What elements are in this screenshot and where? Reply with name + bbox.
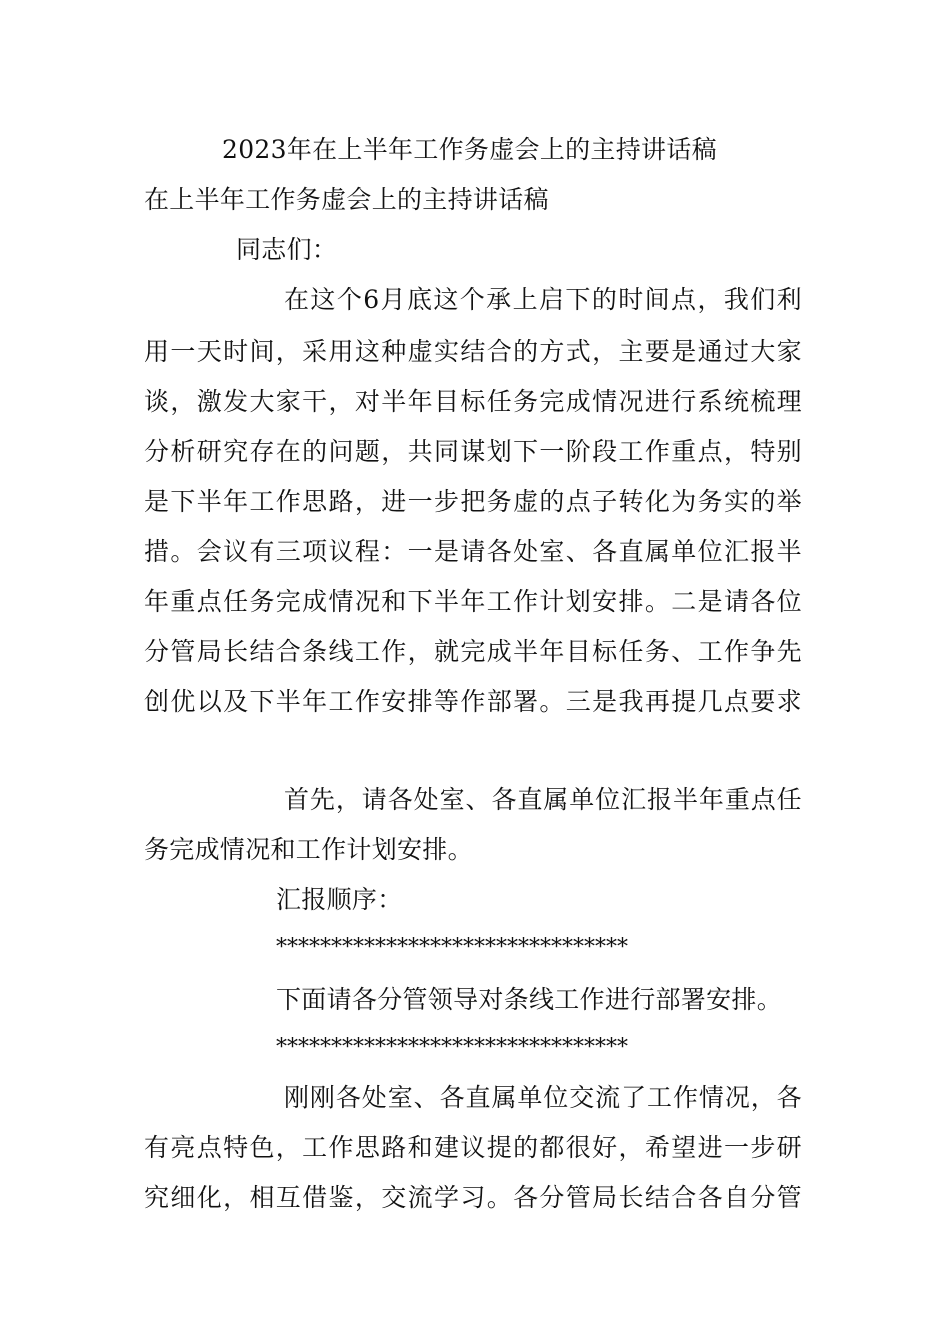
para1-line-6: 措。会议有三项议程：一是请各处室、各直属单位汇报半 <box>144 537 802 566</box>
para1-line-2: 用一天时间，采用这种虚实结合的方式，主要是通过大家 <box>144 337 802 366</box>
separator-1: ******************************** <box>276 935 628 960</box>
para1-line-4: 分析研究存在的问题，共同谋划下一阶段工作重点，特别 <box>144 437 802 466</box>
para1-line-3: 谈，激发大家干，对半年目标任务完成情况进行系统梳理 <box>144 387 802 416</box>
document-title: 2023年在上半年工作务虚会上的主持讲话稿 <box>222 135 717 164</box>
para2-line-2: 务完成情况和工作计划安排。 <box>144 835 473 864</box>
para1-line-5: 是下半年工作思路，进一步把务虚的点子转化为务实的举 <box>144 487 802 516</box>
para3-line-1: 刚刚各处室、各直属单位交流了工作情况，各 <box>284 1083 802 1112</box>
document-subtitle: 在上半年工作务虚会上的主持讲话稿 <box>144 185 549 214</box>
greeting: 同志们： <box>236 235 338 264</box>
para2-line-1: 首先，请各处室、各直属单位汇报半年重点任 <box>284 785 802 814</box>
separator-2: ******************************** <box>276 1035 628 1060</box>
para1-line-8: 分管局长结合条线工作，就完成半年目标任务、工作争先 <box>144 637 802 666</box>
para1-line-9: 创优以及下半年工作安排等作部署。三是我再提几点要求 <box>144 687 802 716</box>
leaders-line: 下面请各分管领导对条线工作进行部署安排。 <box>276 985 783 1014</box>
para3-line-2: 有亮点特色，工作思路和建议提的都很好，希望进一步研 <box>144 1133 802 1162</box>
para3-line-3: 究细化，相互借鉴，交流学习。各分管局长结合各自分管 <box>144 1183 802 1212</box>
order-label: 汇报顺序： <box>276 885 403 914</box>
para1-line-7: 年重点任务完成情况和下半年工作计划安排。二是请各位 <box>144 587 802 616</box>
para1-line-1: 在这个6月底这个承上启下的时间点，我们利 <box>284 285 802 314</box>
